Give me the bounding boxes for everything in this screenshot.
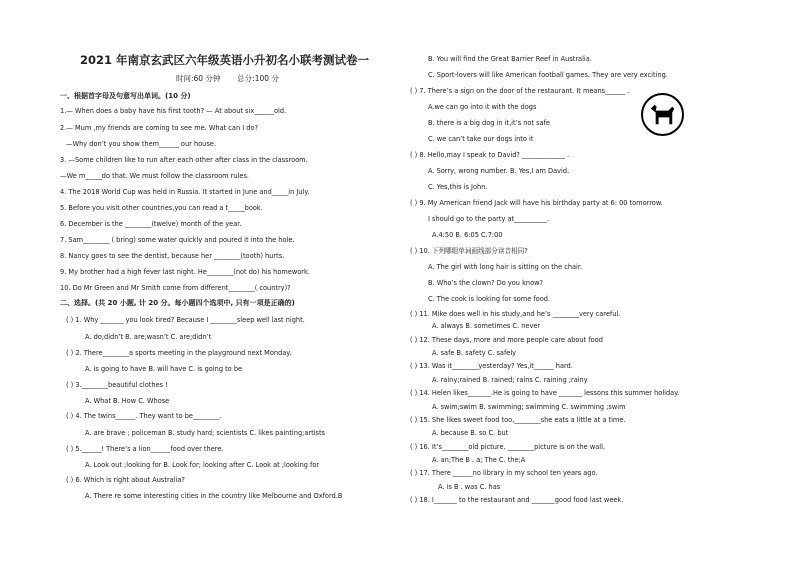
- question-line: 10. Do Mr Green and Mr Smith come from different________( country)?: [60, 284, 291, 292]
- question-line: ( ) 6. Which is right about Australia?: [66, 476, 185, 484]
- question-line: A. What B. How C. Whose: [85, 397, 170, 405]
- question-line: C. The cook is looking for some food.: [428, 295, 551, 303]
- question-line: 6. December is the ________(twelve) month of the year.: [60, 220, 242, 228]
- question-line: ( ) 14. Helen likes_______.He is going to have _______ lessons this summer holiday.: [410, 389, 680, 397]
- question-line: ( ) 1. Why _______ you look tired? Because I ________sleep well last night.: [66, 316, 305, 324]
- question-line: B. Who’s the clown? Do you know?: [428, 279, 543, 287]
- question-line: ( ) 2. There________a sports meeting in the playground next Monday.: [66, 349, 292, 357]
- time-limit: 时间:60 分钟: [176, 74, 221, 83]
- question-line: A. always B. sometimes C. never: [432, 322, 541, 330]
- page-title: 2021 年南京玄武区六年级英语小升初名小联考测试卷一: [80, 53, 370, 67]
- question-line: ( ) 7. There’s a sign on the door of the restaurant. It means______ .: [410, 87, 630, 95]
- section-heading: 二、选择。(共 20 小题, 计 20 分。每小题四个选项中, 只有一项是正确的): [60, 299, 295, 307]
- question-line: ( ) 8. Hello,may I speak to David? _____________ .: [410, 151, 570, 159]
- question-line: 4. The 2018 World Cup was held in Russia. It started in June and_____in July.: [60, 188, 310, 196]
- question-line: ( ) 18. I_______ to the restaurant and _______good food last week.: [410, 496, 624, 504]
- question-line: A.4:50 B. 6:05 C.7:00: [432, 231, 503, 239]
- question-line: A. Look out ;looking for B. Look for; looking after C. Look at ;looking for: [85, 461, 320, 469]
- question-line: ( ) 4. The twins______. They want to be________.: [66, 412, 222, 420]
- question-line: ( ) 11. Mike does well in his study,and he’s ________very careful.: [410, 310, 621, 318]
- question-line: A. do;didn’t B. are;wasn’t C. are;didn’t: [85, 333, 212, 341]
- question-line: I should go to the party at__________.: [428, 215, 550, 223]
- question-line: 7. Sam________ ( bring) some water quickly and poured it into the hole.: [60, 236, 295, 244]
- question-line: ( ) 13. Was it________yesterday? Yes,it______ hard.: [410, 362, 573, 370]
- question-line: ( ) 12. These days, more and more people care about food: [410, 336, 603, 344]
- question-line: —We m_____do that. We must follow the classroom rules.: [60, 172, 249, 180]
- question-line: —Why don’t you show them______ our house.: [66, 140, 216, 148]
- question-line: A. is going to have B. will have C. is going to be: [85, 365, 243, 373]
- question-line: 9. My brother had a high fever last night. He________(not do) his homework.: [60, 268, 310, 276]
- question-line: A. There re some interesting cities in the country like Melbourne and Oxford.B: [85, 492, 343, 500]
- question-line: C. Sport-lovers will like American football games. They are very exciting.: [428, 71, 668, 79]
- question-line: 1.— When does a baby have his first tooth? — At about six______old.: [60, 107, 287, 115]
- question-line: ( ) 15. She likes sweet food too,________she eats a little at a time.: [410, 416, 626, 424]
- question-line: A. rainy;rained B. rained; rains C. raining ;rainy: [432, 376, 588, 384]
- question-line: A. swim;swim B. swimming; swimming C. swimming ;swim: [432, 403, 626, 411]
- question-line: 5. Before you visit other countries,you can read a t_____book.: [60, 204, 263, 212]
- question-line: A. Sorry, wrong number. B. Yes,I am David.: [428, 167, 570, 175]
- exam-info: [176, 73, 279, 84]
- question-line: ( ) 10. 下列哪组单词画线部分读音相同?: [410, 247, 528, 255]
- question-line: B. You will find the Great Barrier Reef in Australia.: [428, 55, 592, 63]
- question-line: C. Yes,this is John.: [428, 183, 488, 191]
- no-dogs-sign-icon: [641, 93, 684, 136]
- question-line: ( ) 9. My American friend Jack will have his birthday party at 6: 00 tomorrow.: [410, 199, 663, 207]
- question-line: ( ) 5.______! There’s a lion______food over there.: [66, 445, 224, 453]
- question-line: A. an;The B . a; The C. the;A: [432, 456, 526, 464]
- question-line: A. The girl with long hair is sitting on the chair.: [428, 263, 583, 271]
- question-line: A. are brave ; policeman B. study hard; scientists C. likes painting;artists: [85, 429, 325, 437]
- question-line: ( ) 16. It’s________old picture. ________picture is on the wall.: [410, 443, 606, 451]
- question-line: A. because B. so C. but: [432, 429, 509, 437]
- question-line: 2.— Mum ,my friends are coming to see me. What can I do?: [60, 124, 258, 132]
- question-line: A. is B . was C. has: [438, 483, 501, 491]
- question-line: ( ) 17. There ______no library in my school ten years ago.: [410, 469, 598, 477]
- question-line: 3. —Some children like to run after each other after class in the classroom.: [60, 156, 308, 164]
- question-line: 8. Nancy goes to see the dentist, because her ________(tooth) hurts.: [60, 252, 285, 260]
- question-line: A. safe B. safety C. safely: [432, 349, 517, 357]
- question-line: B. there is a big dog in it,it’s not safe: [428, 119, 550, 127]
- question-line: A.we can go into it with the dogs: [428, 103, 537, 111]
- section-heading: 一、根据首字母及句意写出单词。(10 分): [60, 92, 191, 100]
- question-line: C. we can’t take our dogs into it: [428, 135, 534, 143]
- question-line: ( ) 3.________beautiful clothes !: [66, 381, 168, 389]
- total-score: 总分:100 分: [237, 74, 279, 83]
